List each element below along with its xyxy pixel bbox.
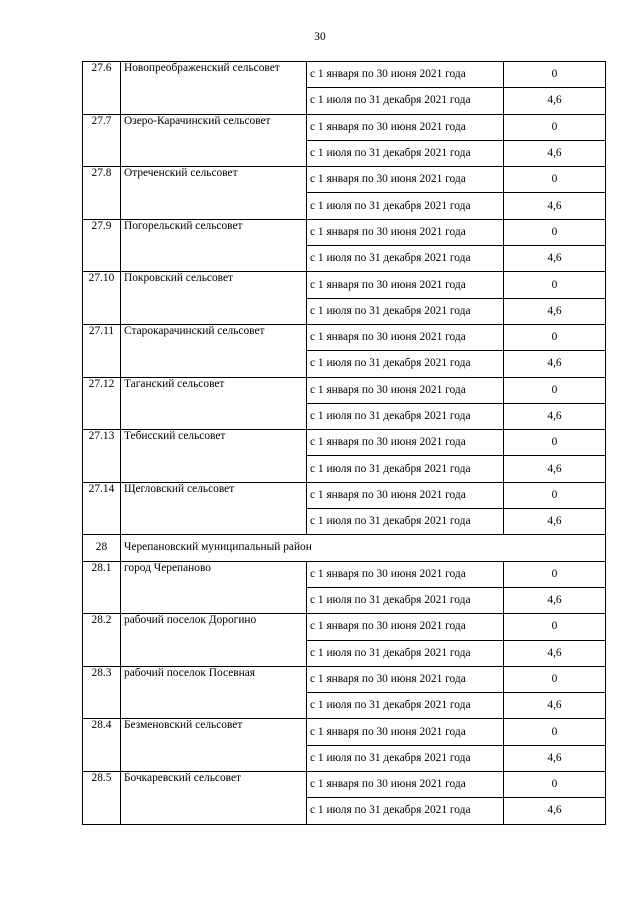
row-number: 28.1 <box>83 561 121 614</box>
period-label: с 1 января по 30 июня 2021 года <box>307 666 504 692</box>
table-row <box>83 377 606 403</box>
row-number: 27.7 <box>83 114 121 167</box>
tariff-value: 4,6 <box>504 456 606 482</box>
tariff-value: 0 <box>504 561 606 587</box>
table-row <box>83 219 606 245</box>
district-name: Черепановский муниципальный район <box>121 535 606 561</box>
table-row <box>83 430 606 456</box>
row-number: 27.10 <box>83 272 121 325</box>
row-number: 28.2 <box>83 614 121 667</box>
table-row <box>83 114 606 140</box>
table-row <box>83 272 606 298</box>
period-label: с 1 января по 30 июня 2021 года <box>307 324 504 350</box>
municipality-name: Таганский сельсовет <box>121 377 307 430</box>
table-row <box>83 482 606 508</box>
page-number: 30 <box>314 31 326 43</box>
table-row <box>83 666 606 692</box>
municipality-name: Озеро-Карачинский сельсовет <box>121 114 307 167</box>
municipality-name: Отреченский сельсовет <box>121 167 307 220</box>
period-label: с 1 июля по 31 декабря 2021 года <box>307 403 504 429</box>
tariff-value: 4,6 <box>504 298 606 324</box>
row-number: 27.8 <box>83 167 121 220</box>
tariff-value: 0 <box>504 219 606 245</box>
table-row <box>83 324 606 350</box>
row-number: 28.4 <box>83 719 121 772</box>
tariff-value: 4,6 <box>504 351 606 377</box>
municipality-name: Старокарачинский сельсовет <box>121 324 307 377</box>
row-number: 27.6 <box>83 62 121 115</box>
table-row <box>83 62 606 88</box>
row-number: 28.5 <box>83 772 121 825</box>
tariff-value: 4,6 <box>504 193 606 219</box>
municipality-name: Тебисский сельсовет <box>121 430 307 483</box>
period-label: с 1 июля по 31 декабря 2021 года <box>307 587 504 613</box>
period-label: с 1 января по 30 июня 2021 года <box>307 167 504 193</box>
table-row <box>83 614 606 640</box>
tariff-value: 0 <box>504 377 606 403</box>
tariff-value: 4,6 <box>504 798 606 824</box>
period-label: с 1 июля по 31 декабря 2021 года <box>307 456 504 482</box>
tariff-value: 0 <box>504 666 606 692</box>
period-label: с 1 января по 30 июня 2021 года <box>307 482 504 508</box>
municipality-name: Безменовский сельсовет <box>121 719 307 772</box>
period-label: с 1 января по 30 июня 2021 года <box>307 614 504 640</box>
period-label: с 1 января по 30 июня 2021 года <box>307 114 504 140</box>
municipality-name: рабочий поселок Посевная <box>121 666 307 719</box>
municipality-name: Погорельский сельсовет <box>121 219 307 272</box>
row-number: 27.11 <box>83 324 121 377</box>
tariff-value: 4,6 <box>504 640 606 666</box>
municipality-name: город Черепаново <box>121 561 307 614</box>
tariff-table-body <box>83 62 606 825</box>
municipality-name: Щегловский сельсовет <box>121 482 307 535</box>
table-row <box>83 167 606 193</box>
period-label: с 1 июля по 31 декабря 2021 года <box>307 351 504 377</box>
period-label: с 1 января по 30 июня 2021 года <box>307 62 504 88</box>
period-label: с 1 июля по 31 декабря 2021 года <box>307 693 504 719</box>
row-number: 27.9 <box>83 219 121 272</box>
tariff-value: 4,6 <box>504 587 606 613</box>
tariff-value: 0 <box>504 272 606 298</box>
period-label: с 1 января по 30 июня 2021 года <box>307 219 504 245</box>
tariff-value: 0 <box>504 614 606 640</box>
period-label: с 1 января по 30 июня 2021 года <box>307 430 504 456</box>
tariff-value: 0 <box>504 719 606 745</box>
table-row <box>83 561 606 587</box>
tariff-value: 4,6 <box>504 88 606 114</box>
period-label: с 1 июля по 31 декабря 2021 года <box>307 640 504 666</box>
tariff-value: 0 <box>504 482 606 508</box>
district-row <box>83 535 606 561</box>
period-label: с 1 июля по 31 декабря 2021 года <box>307 798 504 824</box>
row-number: 27.14 <box>83 482 121 535</box>
period-label: с 1 января по 30 июня 2021 года <box>307 561 504 587</box>
tariff-value: 4,6 <box>504 745 606 771</box>
period-label: с 1 января по 30 июня 2021 года <box>307 772 504 798</box>
municipality-name: Покровский сельсовет <box>121 272 307 325</box>
period-label: с 1 июля по 31 декабря 2021 года <box>307 298 504 324</box>
period-label: с 1 июля по 31 декабря 2021 года <box>307 246 504 272</box>
period-label: с 1 января по 30 июня 2021 года <box>307 272 504 298</box>
period-label: с 1 июля по 31 декабря 2021 года <box>307 509 504 535</box>
row-number: 27.13 <box>83 430 121 483</box>
row-number: 28.3 <box>83 666 121 719</box>
period-label: с 1 июля по 31 декабря 2021 года <box>307 745 504 771</box>
tariff-value: 0 <box>504 114 606 140</box>
period-label: с 1 июля по 31 декабря 2021 года <box>307 140 504 166</box>
tariff-value: 4,6 <box>504 509 606 535</box>
table-row <box>83 772 606 798</box>
period-label: с 1 января по 30 июня 2021 года <box>307 377 504 403</box>
tariff-value: 0 <box>504 167 606 193</box>
tariff-value: 4,6 <box>504 693 606 719</box>
municipality-name: Новопреображенский сельсовет <box>121 62 307 115</box>
table-row <box>83 719 606 745</box>
tariff-table <box>82 61 606 825</box>
tariff-value: 4,6 <box>504 246 606 272</box>
municipality-name: Бочкаревский сельсовет <box>121 772 307 825</box>
row-number: 28 <box>83 535 121 561</box>
tariff-value: 4,6 <box>504 140 606 166</box>
tariff-value: 0 <box>504 430 606 456</box>
tariff-value: 0 <box>504 772 606 798</box>
tariff-value: 4,6 <box>504 403 606 429</box>
row-number: 27.12 <box>83 377 121 430</box>
period-label: с 1 июля по 31 декабря 2021 года <box>307 88 504 114</box>
municipality-name: рабочий поселок Дорогино <box>121 614 307 667</box>
period-label: с 1 июля по 31 декабря 2021 года <box>307 193 504 219</box>
period-label: с 1 января по 30 июня 2021 года <box>307 719 504 745</box>
tariff-value: 0 <box>504 62 606 88</box>
tariff-value: 0 <box>504 324 606 350</box>
